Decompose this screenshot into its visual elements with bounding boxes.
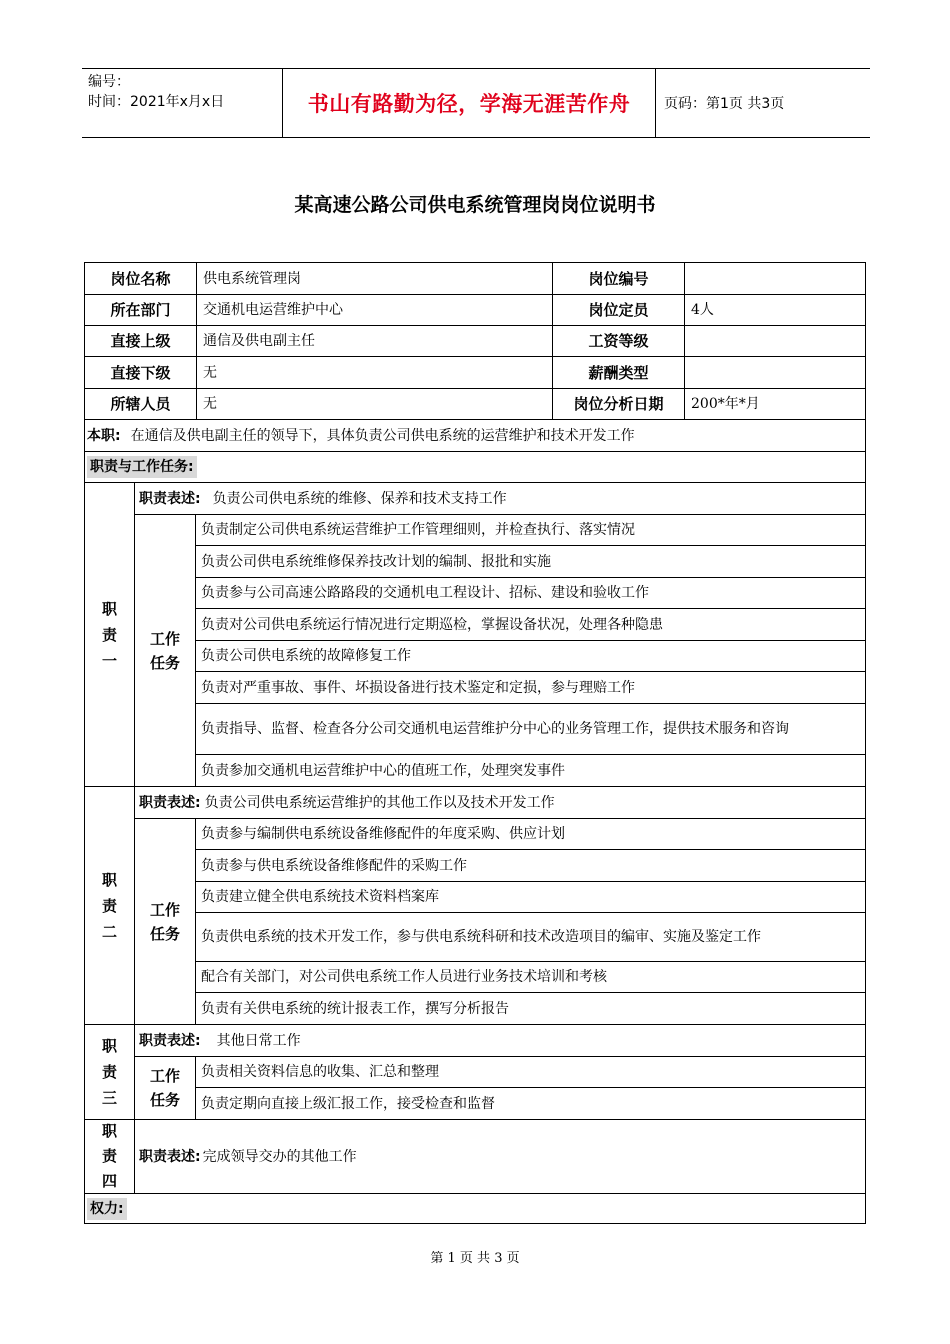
value-job-code — [685, 263, 865, 295]
duty-3-statement-label: 职责表述: — [139, 1032, 201, 1049]
duty-summary-label: 本职: — [87, 427, 121, 444]
duty-1-statement-row — [135, 483, 865, 515]
time-label: 时间：2021年x月x日 — [88, 94, 225, 110]
value-pay-type — [685, 357, 865, 389]
duty-1-task: 负责公司供电系统维修保养技改计划的编制、报批和实施 — [196, 546, 865, 578]
authority-label: 权力: — [87, 1198, 127, 1220]
label-staff: 所辖人员 — [85, 389, 197, 420]
value-direct-superior: 通信及供电副主任 — [197, 326, 553, 357]
duty-2-statement-label: 职责表述: — [139, 794, 201, 811]
label-direct-superior: 直接上级 — [85, 326, 197, 357]
duty-3-task: 负责相关资料信息的收集、汇总和整理 — [196, 1057, 865, 1088]
duty-2-statement-row — [135, 787, 865, 819]
duty-4-statement: 完成领导交办的其他工作 — [202, 1148, 357, 1165]
duty-2-task: 配合有关部门，对公司供电系统工作人员进行业务技术培训和考核 — [196, 962, 865, 993]
page-footer: 第 1 页 共 3 页 — [430, 1251, 520, 1266]
document-title: 某高速公路公司供电系统管理岗岗位说明书 — [294, 194, 656, 216]
label-salary-grade: 工资等级 — [553, 326, 685, 357]
duty-1-statement-label: 职责表述: — [139, 490, 201, 507]
responsibilities-header: 职责与工作任务: — [87, 456, 197, 478]
duty-summary-text: 在通信及供电副主任的领导下，具体负责公司供电系统的运营维护和技术开发工作 — [130, 427, 635, 444]
value-job-name: 供电系统管理岗 — [197, 263, 553, 295]
duty-2-label: 职责二 — [85, 787, 135, 1025]
value-direct-subordinate: 无 — [197, 357, 553, 389]
duty-3-task-label: 工作任务 — [135, 1057, 196, 1120]
label-job-name: 岗位名称 — [85, 263, 197, 295]
value-department: 交通机电运营维护中心 — [197, 295, 553, 326]
duty-3-statement-row — [135, 1025, 865, 1057]
duty-1-task: 负责参与公司高速公路路段的交通机电工程设计、招标、建设和验收工作 — [196, 578, 865, 609]
header-meta — [88, 72, 224, 112]
label-pay-type: 薪酬类型 — [553, 357, 685, 389]
value-headcount: 4人 — [685, 295, 865, 326]
duty-4-statement-label: 职责表述: — [139, 1148, 201, 1165]
duty-1-label: 职责一 — [85, 483, 135, 787]
value-staff: 无 — [197, 389, 553, 420]
duty-1-task: 负责制定公司供电系统运营维护工作管理细则，并检查执行、落实情况 — [196, 515, 865, 546]
duty-3-statement: 其他日常工作 — [216, 1032, 301, 1049]
label-analysis-date: 岗位分析日期 — [553, 389, 685, 420]
duty-1-task: 负责参加交通机电运营维护中心的值班工作，处理突发事件 — [196, 755, 865, 787]
duty-2-statement: 负责公司供电系统运营维护的其他工作以及技术开发工作 — [204, 794, 555, 811]
duty-1-task: 负责对严重事故、事件、坏损设备进行技术鉴定和定损，参与理赔工作 — [196, 672, 865, 704]
job-description-table — [84, 262, 866, 1224]
authority-row — [85, 1194, 865, 1223]
duty-3-task: 负责定期向直接上级汇报工作，接受检查和监督 — [196, 1088, 865, 1120]
header-motto: 书山有路勤为径，学海无涯苦作舟 — [282, 69, 656, 137]
duty-summary-row — [85, 420, 865, 452]
label-headcount: 岗位定员 — [553, 295, 685, 326]
duty-1-statement: 负责公司供电系统的维修、保养和技术支持工作 — [212, 490, 507, 507]
duty-2-task: 负责供电系统的技术开发工作，参与供电系统科研和技术改造项目的编审、实施及鉴定工作 — [196, 913, 865, 962]
responsibilities-header-row — [85, 452, 865, 483]
duty-2-task: 负责建立健全供电系统技术资料档案库 — [196, 882, 865, 913]
page-info: 页码：第1页 共3页 — [664, 96, 785, 112]
duty-2-task: 负责参与供电系统设备维修配件的采购工作 — [196, 850, 865, 882]
duty-2-task: 负责有关供电系统的统计报表工作，撰写分析报告 — [196, 993, 865, 1025]
label-department: 所在部门 — [85, 295, 197, 326]
duty-1-task-label: 工作任务 — [135, 515, 196, 787]
label-job-code: 岗位编号 — [553, 263, 685, 295]
duty-1-task: 负责指导、监督、检查各分公司交通机电运营维护分中心的业务管理工作，提供技术服务和咨询 — [196, 704, 865, 755]
duty-1-task: 负责公司供电系统的故障修复工作 — [196, 641, 865, 672]
code-label: 编号： — [88, 74, 130, 90]
duty-2-task-label: 工作任务 — [135, 819, 196, 1025]
duty-3-label: 职责三 — [85, 1025, 135, 1120]
duty-1-task: 负责对公司供电系统运行情况进行定期巡检，掌握设备状况，处理各种隐患 — [196, 609, 865, 641]
value-salary-grade — [685, 326, 865, 357]
duty-2-task: 负责参与编制供电系统设备维修配件的年度采购、供应计划 — [196, 819, 865, 850]
duty-4-statement-row — [135, 1120, 865, 1194]
duty-4-label: 职责四 — [85, 1120, 135, 1194]
value-analysis-date: 200*年*月 — [685, 389, 865, 420]
page-header — [82, 68, 870, 138]
label-direct-subordinate: 直接下级 — [85, 357, 197, 389]
